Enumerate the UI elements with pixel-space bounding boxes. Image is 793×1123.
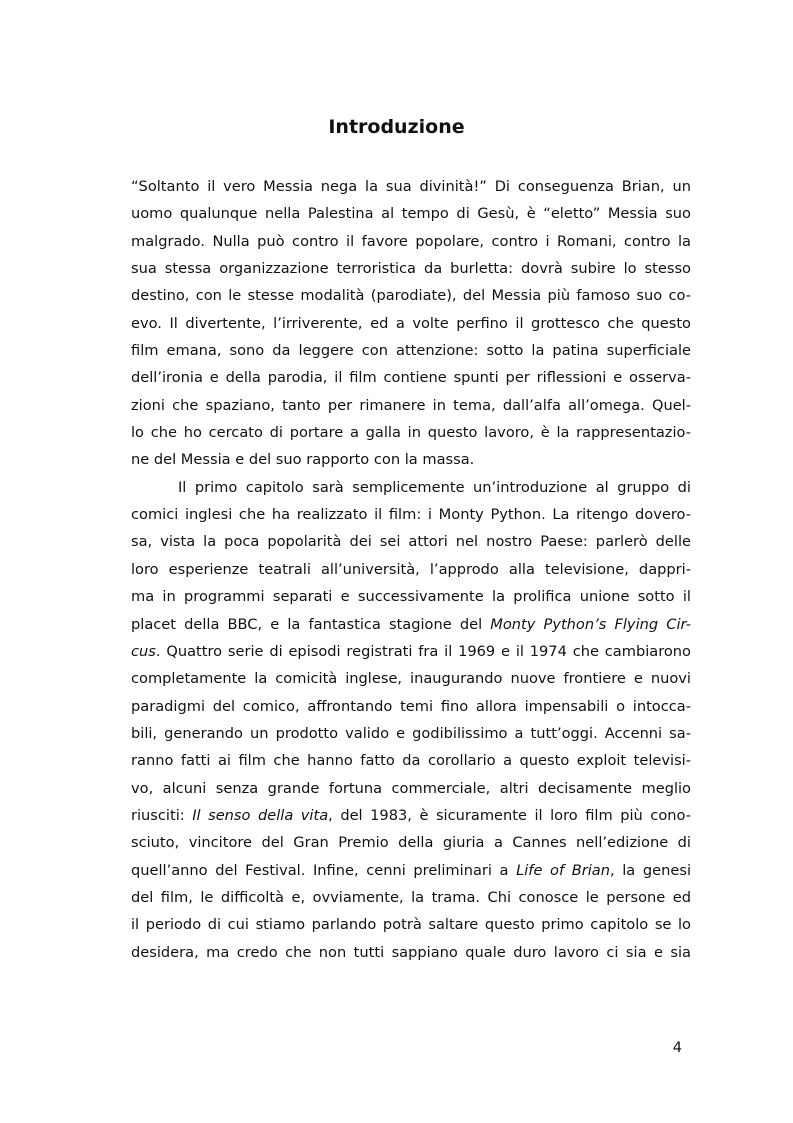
italic-title: Monty Python’s Flying Cir- [490, 615, 691, 633]
text-segment: riusciti: [131, 806, 193, 824]
italic-title: cus [131, 642, 156, 660]
text-line: dell’ironia e della parodia, il film contiene spunti per riflessioni e osserva- [131, 369, 691, 387]
page-title: Introduzione [328, 116, 465, 138]
italic-title: Il senso della vita [192, 806, 329, 824]
text-line: sa, vista la poca popolarità dei sei attori nel nostro Paese: parlerò delle [131, 533, 691, 551]
text-line: sciuto, vincitore del Gran Premio della giuria a Cannes nell’edizione di [131, 834, 691, 852]
text-line: vo, alcuni senza grande fortuna commerciale, altri decisamente meglio [131, 779, 691, 797]
text-line: completamente la comicità inglese, inaugurando nuove frontiere e nuovi [131, 670, 691, 688]
text-line: paradigmi del comico, affrontando temi fino allora impensabili o intocca- [131, 697, 691, 715]
text-line: evo. Il divertente, l’irriverente, ed a volte perfino il grottesco che questo [131, 314, 691, 332]
text-segment: placet della BBC, e la fantastica stagione del [131, 615, 491, 633]
text-segment: . Quattro serie di episodi registrati fra il 1969 e il 1974 che cambiarono [155, 642, 691, 660]
text-line: loro esperienze teatrali all’università, l’approdo alla televisione, dappri- [131, 560, 691, 578]
text-line: ne del Messia e del suo rapporto con la massa. [131, 451, 475, 469]
text-line: il periodo di cui stiamo parlando potrà saltare questo primo capitolo se lo [131, 916, 691, 934]
text-line: desidera, ma credo che non tutti sappiano quale duro lavoro ci sia e sia [131, 943, 691, 961]
text-line: “Soltanto il vero Messia nega la sua divinità!” Di conseguenza Brian, un [131, 178, 691, 195]
text-line: film emana, sono da leggere con attenzione: sotto la patina superficiale [131, 342, 691, 360]
text-line: ranno fatti ai film che hanno fatto da corollario a questo exploit televisi- [131, 752, 691, 770]
text-line: comici inglesi che ha realizzato il film: i Monty Python. La ritengo dovero- [131, 506, 691, 524]
text-line [131, 857, 691, 884]
paragraph-1 [131, 173, 691, 474]
text-segment: quell’anno del Festival. Infine, cenni preliminari a [131, 861, 517, 879]
text-line: ma in programmi separati e successivamente la prolifica unione sotto il [131, 588, 691, 606]
italic-title: Life of Brian [516, 861, 610, 879]
text-segment: , la genesi [610, 861, 691, 879]
page-number: 4 [672, 1039, 682, 1056]
text-segment: , del 1983, è sicuramente il loro film più cono- [328, 806, 691, 824]
text-line [131, 611, 691, 638]
body-text [131, 173, 691, 966]
text-line: destino, con le stesse modalità (parodiate), del Messia più famoso suo co- [131, 287, 691, 305]
text-line: sua stessa organizzazione terroristica da burletta: dovrà subire lo stesso [131, 260, 691, 278]
text-line: del film, le difficoltà e, ovviamente, la trama. Chi conosce le persone ed [131, 888, 691, 906]
text-line: malgrado. Nulla può contro il favore popolare, contro i Romani, contro la [131, 232, 691, 250]
paragraph-2 [131, 474, 691, 966]
text-line: zioni che spaziano, tanto per rimanere in tema, dall’alfa all’omega. Quel- [131, 396, 691, 414]
text-line [131, 638, 691, 665]
text-line: uomo qualunque nella Palestina al tempo di Gesù, è “eletto” Messia suo [131, 205, 691, 223]
text-line: lo che ho cercato di portare a galla in questo lavoro, è la rappresentazio- [131, 424, 691, 442]
text-line: bili, generando un prodotto valido e godibilissimo a tutt’oggi. Accenni sa- [131, 724, 691, 742]
text-line: Il primo capitolo sarà semplicemente un’introduzione al gruppo di [178, 478, 691, 496]
text-line [131, 802, 691, 829]
